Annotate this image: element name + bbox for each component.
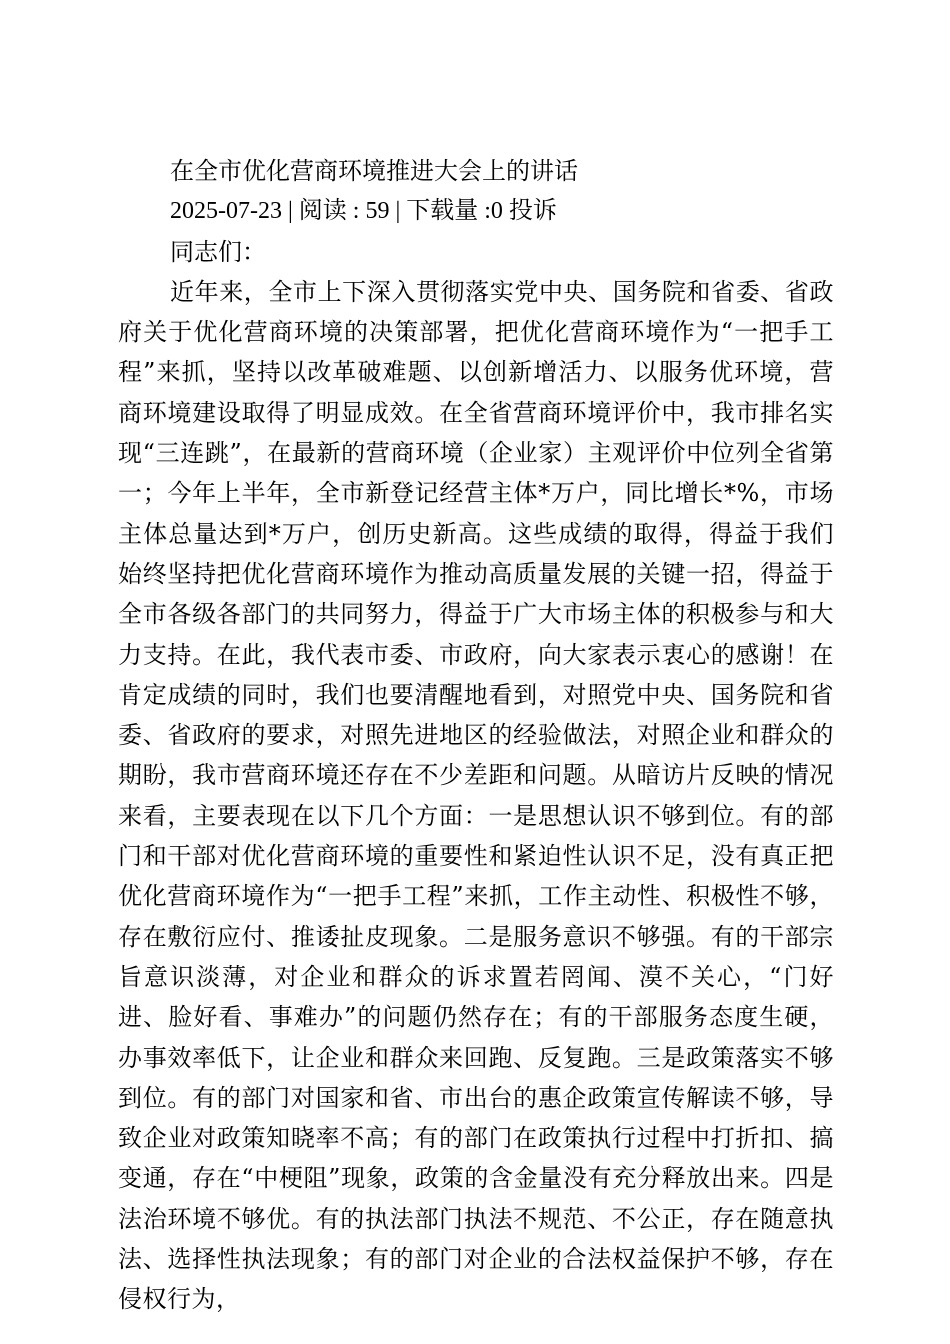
document-meta: 2025-07-23 | 阅读 : 59 | 下载量 :0 投诉 xyxy=(170,198,557,225)
body-paragraph: 近年来，全市上下深入贯彻落实党中央、国务院和省委、省政府关于优化营商环境的决策部署，把优化营商环境作为“一把手工程”来抓，坚持以改革破难题、以创新增活力、以服务优环境，营商环境建设取得了明显成效。在全省营商环境评价中，我市排名实现“三连跳”，在最新的营商环境（企业家）主观评价中位列全省第一；今年上半年，全市新登记经营主体*万户，同比增长*%，市场主体总量达到*万户，创历史新高。这些成绩的取得，得益于我们始终坚持把优化营商环境作为推动高质量发展的关键一招，得益于全市各级各部门的共同努力，得益于广大市场主体的积极参与和大力支持。在此，我代表市委、市政府，向大家表示衷心的感谢！在肯定成绩的同时，我们也要清醒地看到，对照党中央、国务院和省委、省政府的要求，对照先进地区的经验做法，对照企业和群众的期盼，我市营商环境还存在不少差距和问题。从暗访片反映的情况来看，主要表现在以下几个方面：一是思想认识不够到位。有的部门和干部对优化营商环境的重要性和紧迫性认识不足，没有真正把优化营商环境作为“一把手工程”来抓，工作主动性、积极性不够，存在敷衍应付、推诿扯皮现象。二是服务意识不够强。有的干部宗旨意识淡薄，对企业和群众的诉求置若罔闻、漠不关心，“门好进、脸好看、事难办”的问题仍然存在；有的干部服务态度生硬，办事效率低下，让企业和群众来回跑、反复跑。三是政策落实不够到位。有的部门对国家和省、市出台的惠企政策宣传解读不够，导致企业对政策知晓率不高；有的部门在政策执行过程中打折扣、搞变通，存在“中梗阻”现象，政策的含金量没有充分释放出来。四是法治环境不够优。有的执法部门执法不规范、不公正，存在随意执法、选择性执法现象；有的部门对企业的合法权益保护不够，存在侵权行为， xyxy=(118,277,834,1314)
document-content xyxy=(118,151,834,1320)
document-title: 在全市优化营商环境推进大会上的讲话 xyxy=(170,157,578,185)
salutation: 同志们： xyxy=(170,237,266,266)
